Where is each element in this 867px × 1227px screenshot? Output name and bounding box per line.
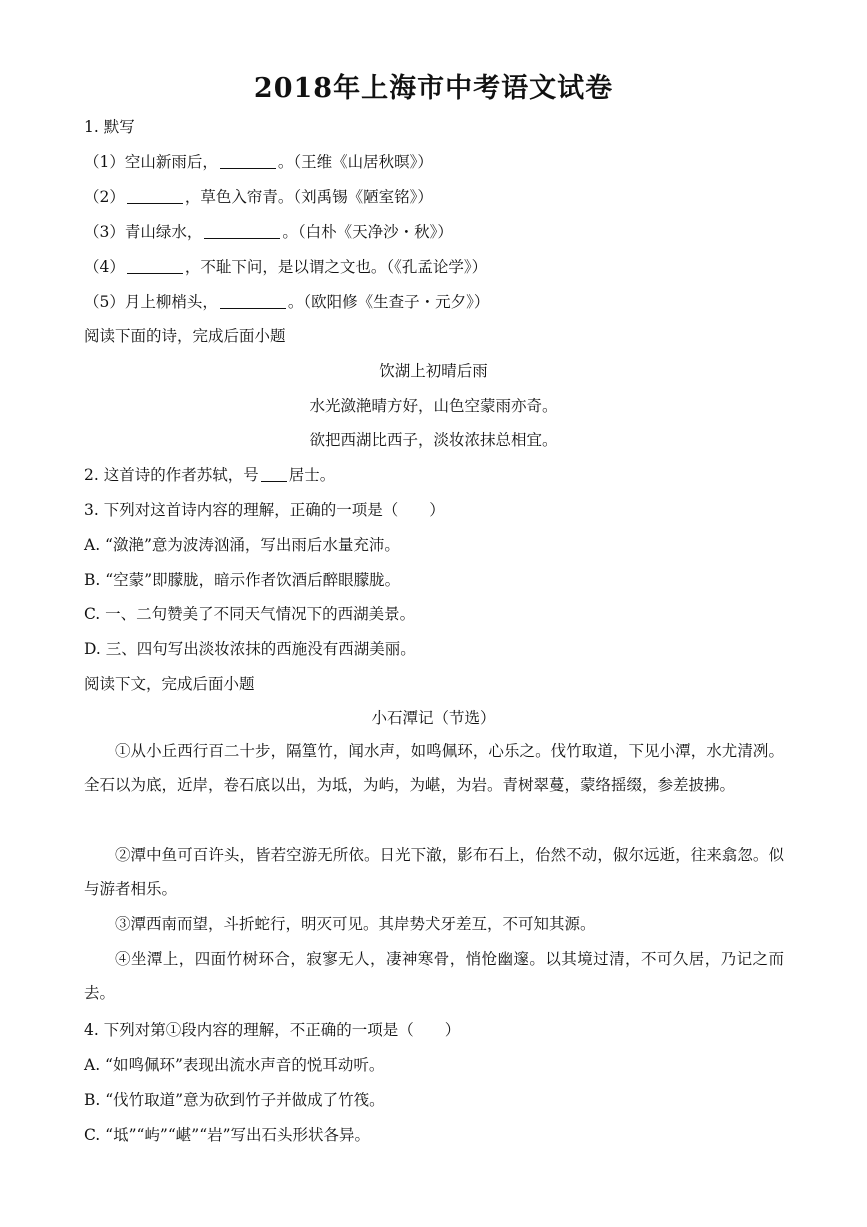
- answer-blank[interactable]: [204, 223, 280, 239]
- q1-item-3-post: 。（白朴《天净沙・秋》）: [282, 223, 453, 241]
- prose-paragraph-3: ③潭西南而望，斗折蛇行，明灭可见。其岸势犬牙差互，不可知其源。: [115, 915, 596, 933]
- q1-item-2: [84, 187, 433, 207]
- poem-title: 饮湖上初晴后雨: [379, 362, 488, 380]
- q1-item-4-post: ，不耻下问，是以谓之文也。（《孔孟论学》）: [184, 258, 488, 276]
- prose-paragraph-4: ④坐潭上，四面竹树环合，寂寥无人，凄神寒骨，悄怆幽邃。以其境过清，不可久居，乃记之而去。: [84, 950, 784, 1002]
- q4-option-c: C. “坻”“屿”“嵁”“岩”写出石头形状各异。: [84, 1126, 371, 1144]
- q1-item-1-pre: （1）空山新雨后，: [84, 153, 218, 171]
- answer-blank[interactable]: [127, 188, 183, 204]
- q1-item-5-post: 。（欧阳修《生查子・元夕》）: [287, 293, 490, 311]
- q3-option-c: C. 一、二句赞美了不同天气情况下的西湖美景。: [84, 605, 416, 623]
- q1-item-1: [84, 152, 433, 172]
- q2: [84, 465, 335, 485]
- q1-item-4-pre: （4）: [84, 258, 125, 276]
- q1-item-2-post: ，草色入帘青。（刘禹锡《陋室铭》）: [184, 188, 433, 206]
- prose-intro: 阅读下文，完成后面小题: [84, 675, 255, 693]
- page-title: 2018年上海市中考语文试卷: [253, 73, 614, 104]
- poem-line-1: 水光潋滟晴方好，山色空蒙雨亦奇。: [309, 397, 558, 415]
- q4-stem: 4. 下列对第①段内容的理解，不正确的一项是（ ）: [84, 1021, 461, 1039]
- q3-stem: 3. 下列对这首诗内容的理解，正确的一项是（ ）: [84, 501, 445, 519]
- q1-heading: 1. 默写: [84, 118, 135, 136]
- q1-item-5: [84, 292, 489, 312]
- q1-item-3-pre: （3）青山绿水，: [84, 223, 203, 241]
- prose-paragraph-1: ①从小丘西行百二十步，隔篁竹，闻水声，如鸣佩环，心乐之。伐竹取道，下见小潭，水尤清冽。全石以为底，近岸，卷石底以出，为坻，为屿，为嵁，为岩。青树翠蔓，蒙络摇缀，参差披拂。: [84, 742, 784, 794]
- q4-option-b: B. “伐竹取道”意为砍到竹子并做成了竹筏。: [84, 1091, 385, 1109]
- answer-blank[interactable]: [220, 153, 276, 169]
- q1-item-3: [84, 222, 453, 242]
- answer-blank[interactable]: [220, 293, 286, 309]
- q1-item-1-post: 。（王维《山居秋暝》）: [277, 153, 433, 171]
- q2-post: 居士。: [288, 466, 336, 484]
- q1-item-2-pre: （2）: [84, 188, 125, 206]
- answer-blank[interactable]: [261, 466, 287, 482]
- q1-item-5-pre: （5）月上柳梢头，: [84, 293, 218, 311]
- q2-pre: 2. 这首诗的作者苏轼，号: [84, 466, 259, 484]
- prose-paragraph-2: ②潭中鱼可百许头，皆若空游无所依。日光下澈，影布石上，佁然不动，俶尔远逝，往来翕忽。似与游者相乐。: [84, 846, 784, 898]
- prose-title: 小石潭记（节选）: [371, 709, 496, 727]
- q1-item-4: [84, 257, 487, 277]
- q3-option-d: D. 三、四句写出淡妆浓抹的西施没有西湖美丽。: [84, 640, 416, 658]
- answer-blank[interactable]: [127, 258, 183, 274]
- poem-line-2: 欲把西湖比西子，淡妆浓抹总相宜。: [309, 431, 558, 449]
- q3-option-a: A. “潋滟”意为波涛汹涌，写出雨后水量充沛。: [84, 536, 400, 554]
- q4-option-a: A. “如鸣佩环”表现出流水声音的悦耳动听。: [84, 1056, 385, 1074]
- q3-option-b: B. “空蒙”即朦胧，暗示作者饮酒后醉眼朦胧。: [84, 571, 401, 589]
- poem-intro: 阅读下面的诗，完成后面小题: [84, 327, 286, 345]
